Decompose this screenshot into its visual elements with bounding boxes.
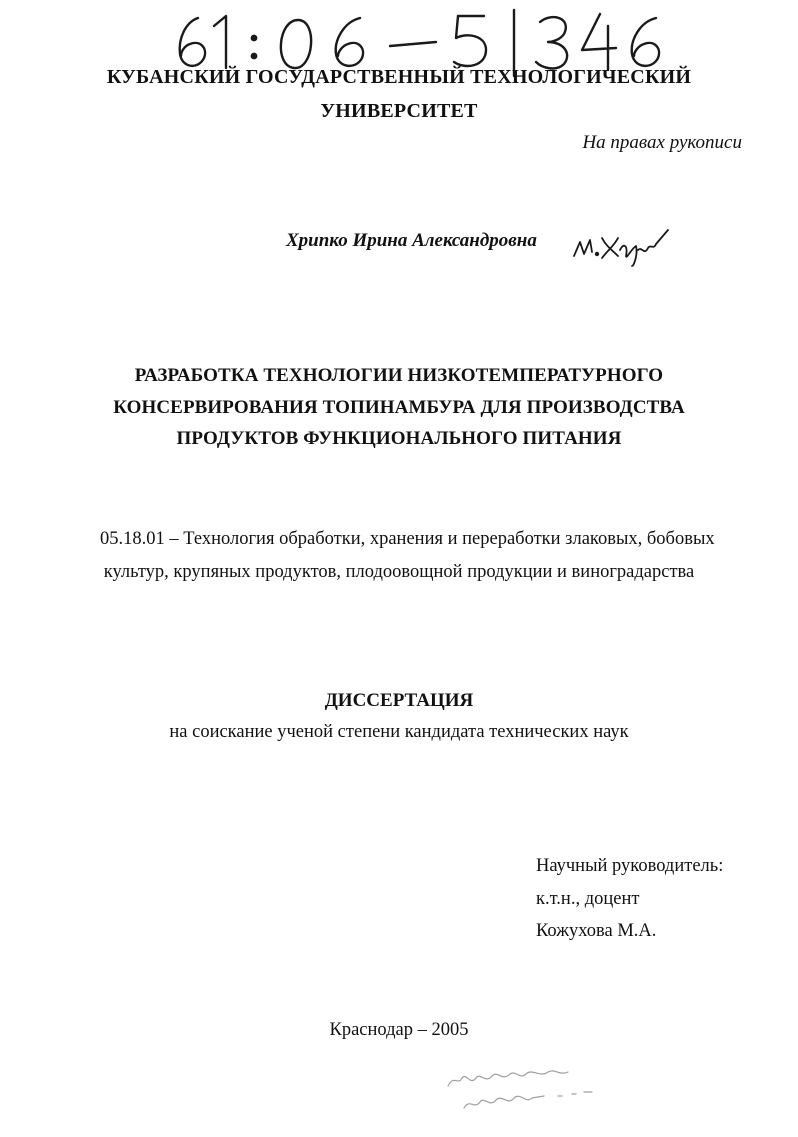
degree-purpose: на соискание ученой степени кандидата технических наук: [169, 722, 629, 742]
city-year: Краснодар – 2005: [329, 1020, 469, 1040]
dissertation-title-line-3: ПРОДУКТОВ ФУНКЦИОНАЛЬНОГО ПИТАНИЯ: [176, 428, 622, 449]
specialty-code-line-1: 05.18.01 – Технология обработки, хранения и переработки злаковых, бобовых: [100, 529, 715, 549]
university-name-line-2: УНИВЕРСИТЕТ: [320, 100, 478, 122]
signature-drawing: [570, 220, 670, 268]
supervisor-label: Научный руководитель:: [536, 856, 724, 876]
author-signature: [570, 220, 670, 268]
author-name: Хрипко Ирина Александровна: [286, 230, 537, 251]
supervisor-degree: к.т.н., доцент: [536, 889, 640, 909]
dissertation-title-line-2: КОНСЕРВИРОВАНИЯ ТОПИНАМБУРА ДЛЯ ПРОИЗВОДСТВА: [113, 397, 685, 418]
dissertation-title-line-1: РАЗРАБОТКА ТЕХНОЛОГИИ НИЗКОТЕМПЕРАТУРНОГО: [134, 365, 664, 386]
manuscript-note: На правах рукописи: [582, 132, 742, 153]
degree-type: ДИССЕРТАЦИЯ: [324, 690, 474, 711]
specialty-code-line-2: культур, крупяных продуктов, плодоовощной продукции и виноградарства: [103, 562, 695, 582]
supervisor-name: Кожухова М.А.: [536, 921, 657, 941]
library-pencil-mark: [440, 1056, 600, 1126]
pencil-mark-drawing: [440, 1056, 600, 1126]
university-name-line-1: КУБАНСКИЙ ГОСУДАРСТВЕННЫЙ ТЕХНОЛОГИЧЕСКИЙ: [106, 66, 692, 88]
